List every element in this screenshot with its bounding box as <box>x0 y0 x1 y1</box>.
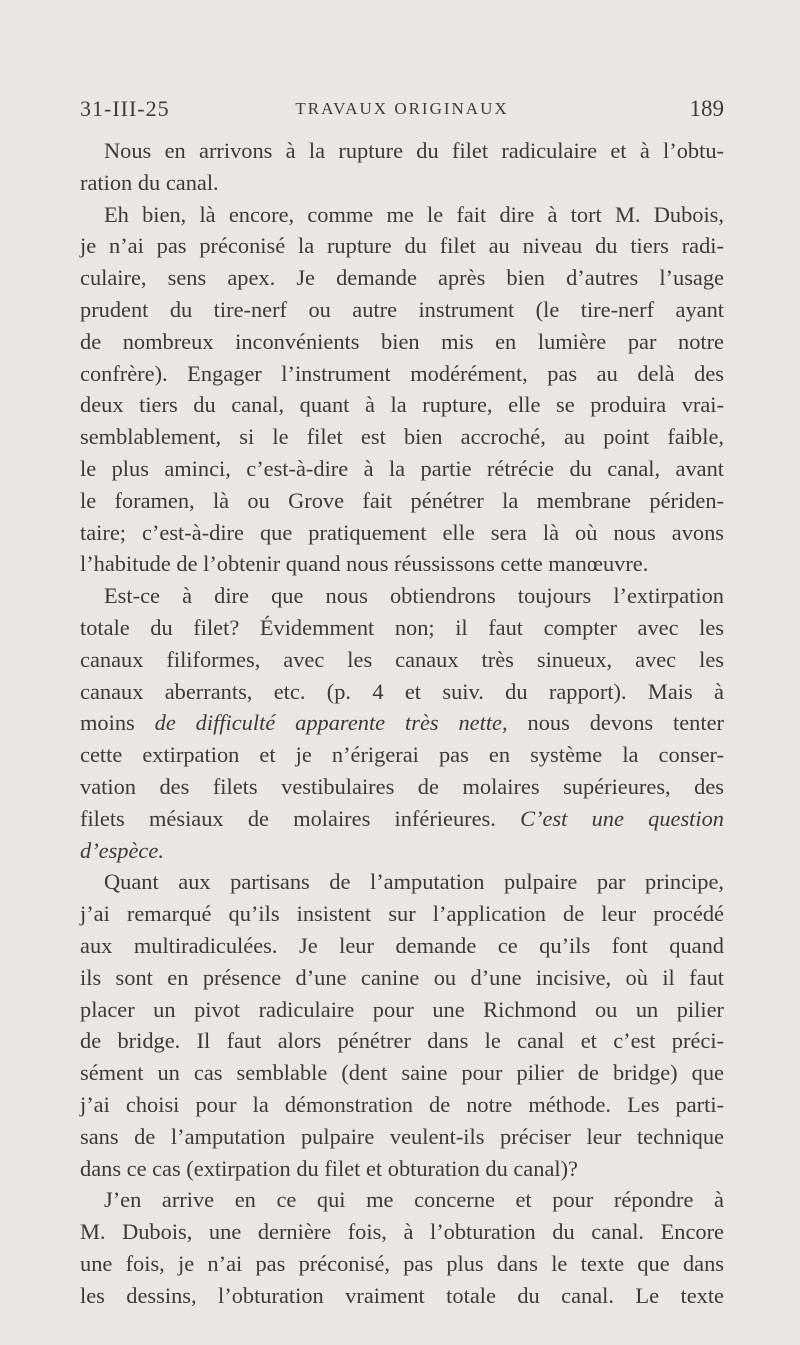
text-segment: moins <box>80 710 155 736</box>
running-header <box>80 96 724 128</box>
text-line: sément un cas semblable (dent saine pour pilier de bridge) que <box>80 1060 724 1086</box>
text-line: canaux filiformes, avec les canaux très sinueux, avec les <box>80 646 724 672</box>
text-line: ration du canal. <box>80 169 219 195</box>
text-line: semblablement, si le filet est bien accroché, au point faible, <box>80 424 724 450</box>
text-line: culaire, sens apex. Je demande après bien d’autres l’usage <box>80 265 724 291</box>
text-line: prudent du tire-nerf ou autre instrument (le tire-nerf ayant <box>80 296 724 322</box>
text-line: totale du filet? Évidemment non; il faut compter avec les <box>80 614 724 640</box>
text-segment: filets mésiaux de molaires inférieures. <box>80 805 521 831</box>
text-line <box>80 803 724 835</box>
body-text <box>80 135 724 1311</box>
text-line: une fois, je n’ai pas préconisé, pas plus dans le texte que dans <box>80 1250 724 1276</box>
text-line: les dessins, l’obturation vraiment totale du canal. Le texte <box>80 1282 724 1308</box>
text-line: Est-ce à dire que nous obtiendrons toujours l’extirpation <box>104 583 724 609</box>
text-line: Eh bien, là encore, comme me le fait dire à tort M. Dubois, <box>104 201 724 227</box>
text-line: dans ce cas (extirpation du filet et obturation du canal)? <box>80 1155 578 1181</box>
text-line: Quant aux partisans de l’amputation pulpaire par principe, <box>104 869 724 895</box>
page-number: 189 <box>689 96 724 121</box>
text-line: placer un pivot radiculaire pour une Richmond ou un pilier <box>80 996 724 1022</box>
text-line: le foramen, là ou Grove fait pénétrer la membrane périden- <box>80 487 724 513</box>
text-line: sans de l’amputation pulpaire veulent-ils préciser leur technique <box>80 1123 724 1149</box>
italic-text: C’est une question <box>520 805 724 831</box>
header-date: 31-III-25 <box>80 96 170 121</box>
text-line: deux tiers du canal, quant à la rupture, elle se produira vrai- <box>80 392 724 418</box>
text-line: l’habitude de l’obtenir quand nous réussissons cette manœuvre. <box>80 551 649 577</box>
text-line: ils sont en présence d’une canine ou d’une incisive, où il faut <box>80 964 724 990</box>
text-line <box>80 835 724 867</box>
text-line: je n’ai pas préconisé la rupture du filet au niveau du tiers radi- <box>80 233 724 259</box>
text-line: j’ai choisi pour la démonstration de notre méthode. Les parti- <box>80 1091 724 1117</box>
text-line: taire; c’est-à-dire que pratiquement elle sera là où nous avons <box>80 519 724 545</box>
italic-text: d’espèce. <box>80 837 164 863</box>
text-line: Nous en arrivons à la rupture du filet radiculaire et à l’obtu- <box>104 138 724 163</box>
text-line: de nombreux inconvénients bien mis en lumière par notre <box>80 328 724 354</box>
text-line: vation des filets vestibulaires de molaires supérieures, des <box>80 773 724 799</box>
text-line <box>80 707 724 739</box>
text-line: de bridge. Il faut alors pénétrer dans le canal et c’est préci- <box>80 1028 724 1054</box>
text-line: le plus aminci, c’est-à-dire à la partie rétrécie du canal, avant <box>80 455 724 481</box>
text-line: j’ai remarqué qu’ils insistent sur l’application de leur procédé <box>80 901 724 927</box>
italic-text: de difficulté apparente très nette, <box>154 710 508 736</box>
text-line: confrère). Engager l’instrument modérément, pas au delà des <box>80 360 724 386</box>
text-line: J’en arrive en ce qui me concerne et pour répondre à <box>104 1187 724 1213</box>
text-line: aux multiradiculées. Je leur demande ce qu’ils font quand <box>80 932 724 958</box>
text-line: M. Dubois, une dernière fois, à l’obturation du canal. Encore <box>80 1219 724 1245</box>
text-line: cette extirpation et je n’érigerai pas en système la conser- <box>80 742 724 768</box>
header-section-title: TRAVAUX ORIGINAUX <box>295 99 509 118</box>
text-line: canaux aberrants, etc. (p. 4 et suiv. du rapport). Mais à <box>80 678 724 704</box>
text-segment: nous devons tenter <box>507 710 724 736</box>
